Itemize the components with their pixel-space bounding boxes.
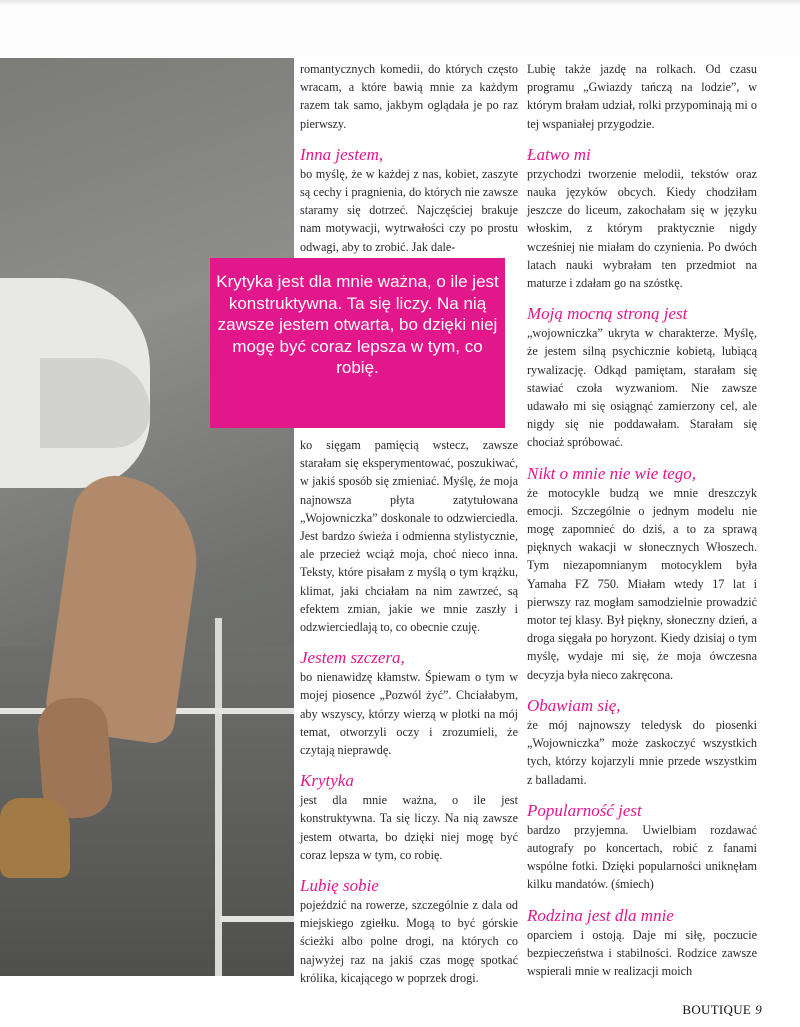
section-heading: Łatwo mi bbox=[527, 144, 591, 164]
paragraph: ko sięgam pamięcią wstecz, zawsze starałam się eksperymentować, poszukiwać, w jakiś sposób się zmieniać. Myślę, że moja najnowsza płyta zatytułowana „Wojowniczka” doskonale to odzwierciedla. Jest bardzo świeża i odmienna stylistycznie, ale przecież wciąż moja, choć nieco inna. Teksty, które pisałam z myślą o tym krążku, klimat, jaki chciałam na nim zawrzeć, są efektem zmian, jakie we mnie zaszły i odzwierciedlają to, co obecnie czuję. bbox=[300, 438, 518, 635]
section-heading: Rodzina jest dla mnie bbox=[527, 905, 674, 925]
paragraph: że motocykle budzą we mnie dreszczyk emocji. Szczególnie o jednym modelu nie mogę zapomnieć do dziś, a to za sprawą pięknych wakacji w słonecznych Włoszech. Tym niezapomnianym motocyklem była Yamaha FZ 750. Miałam wtedy 17 lat i pierwszy raz mogłam samodzielnie prowadzić motor tej klasy. Był piękny, słoneczny dzień, a droga sięgała po horyzont. Kiedy dzisiaj o tym myślę, wydaje mi się, że moja ówczesna decyzja była nieco zakręcona. bbox=[527, 485, 757, 682]
page-top-margin bbox=[0, 0, 800, 58]
section-heading: Krytyka bbox=[300, 771, 354, 791]
floor-line-vertical bbox=[215, 618, 222, 976]
paragraph: bo nienawidzę kłamstw. Śpiewam o tym w mojej piosence „Pozwól żyć”. Chciałabym, aby wszyscy, którzy wierzą w plotki na mój temat, otworzyli oczy i zrozumieli, że czytają nieprawdę. bbox=[300, 670, 518, 758]
section-heading: Nikt o mnie nie wie tego, bbox=[527, 463, 697, 483]
section-heading: Jestem szczera, bbox=[300, 648, 405, 668]
paragraph: przychodzi tworzenie melodii, tekstów oraz nauka języków obcych. Kiedy chodziłam jeszcze do liceum, zakochałam się w języku włoskim, z którym praktycznie nigdy wcześniej nie miałam do czynienia. Po dwóch latach nauki wybrałam ten przedmiot na maturze i zdałam go na szóstkę. bbox=[527, 166, 757, 291]
paragraph: oparciem i ostoją. Daje mi siłę, poczucie bezpieczeństwa i stabilności. Rodzice zawsze wspierali mnie w realizacji moich bbox=[527, 927, 757, 978]
paragraph: „wojowniczka” ukryta w charakterze. Myślę, że jestem silną psychicznie kobietą, lubiącą rywalizację. Odkąd pamiętam, starałam się stawiać czoła wyzwaniom. Nie zawsze udawało mi się osiągnąć zamierzony cel, ale nigdy się nie poddawałam. Starałam się chociaż spróbować. bbox=[527, 326, 757, 450]
page-footer bbox=[682, 1002, 762, 1018]
section-heading: Lubię sobie bbox=[300, 876, 379, 896]
paragraph: romantycznych komedii, do których często wracam, a które bawią mnie za każdym razem tak samo, jakbym oglądała je po raz pierwszy. bbox=[300, 62, 518, 131]
paragraph: pojeździć na rowerze, szczególnie z dala od miejskiego zgiełku. Mogą to być górskie ścieżki albo polne drogi, na których co najwyżej raz na jakiś czas mogę spotkać królika, kicającego w poprzek drogi. bbox=[300, 898, 518, 985]
page-number: 9 bbox=[755, 1002, 762, 1017]
pull-quote: Krytyka jest dla mnie ważna, o ile jest konstruktywna. Ta się liczy. Na nią zawsze jestem otwarta, bo dzięki niej mogę być coraz lepsza w tym, co robię. bbox=[210, 258, 505, 428]
paragraph: jest dla mnie ważna, o ile jest konstruktywna. Ta się liczy. Na nią zawsze jestem otwarta, bo dzięki niej mogę być coraz lepsza w tym, co robię. bbox=[300, 793, 518, 862]
paragraph: że mój najnowszy teledysk do piosenki „Wojowniczka” może zaskoczyć wszystkich tych, którzy kojarzyli mnie przede wszystkim z balladami. bbox=[527, 717, 757, 787]
section-heading: Inna jestem, bbox=[300, 144, 384, 164]
floor-line-bottom bbox=[220, 916, 294, 922]
paragraph: Lubię także jazdę na rolkach. Od czasu programu „Gwiazdy tańczą na lodzie”, w którym brałam udział, rolki przypominają mi o tej wspaniałej przygodzie. bbox=[527, 62, 757, 131]
section-heading: Moją mocną stroną jest bbox=[527, 304, 688, 324]
paragraph: bo myślę, że w każdej z nas, kobiet, zaszyte są cechy i pragnienia, do których nie zawsze staramy się dotrzeć. Najczęściej brakuje nam motywacji, wytrwałości czy po prostu odwagi, aby to zrobić. Jak dale- bbox=[300, 166, 518, 254]
page-top-shadow bbox=[0, 0, 800, 6]
section-heading: Obawiam się, bbox=[527, 695, 621, 715]
column-left-top bbox=[300, 60, 518, 256]
section-heading: Popularność jest bbox=[527, 800, 642, 820]
magazine-name: BOUTIQUE bbox=[682, 1002, 752, 1017]
column-left-bottom bbox=[300, 436, 518, 987]
column-right bbox=[527, 60, 757, 980]
boot bbox=[0, 798, 70, 878]
portrait-photo bbox=[0, 58, 294, 976]
paragraph: bardzo przyjemna. Uwielbiam rozdawać autografy po koncertach, robić z fanami wspólne fotki. Dzięki popularności uniknęłam kilku mandatów. (śmiech) bbox=[527, 822, 757, 892]
